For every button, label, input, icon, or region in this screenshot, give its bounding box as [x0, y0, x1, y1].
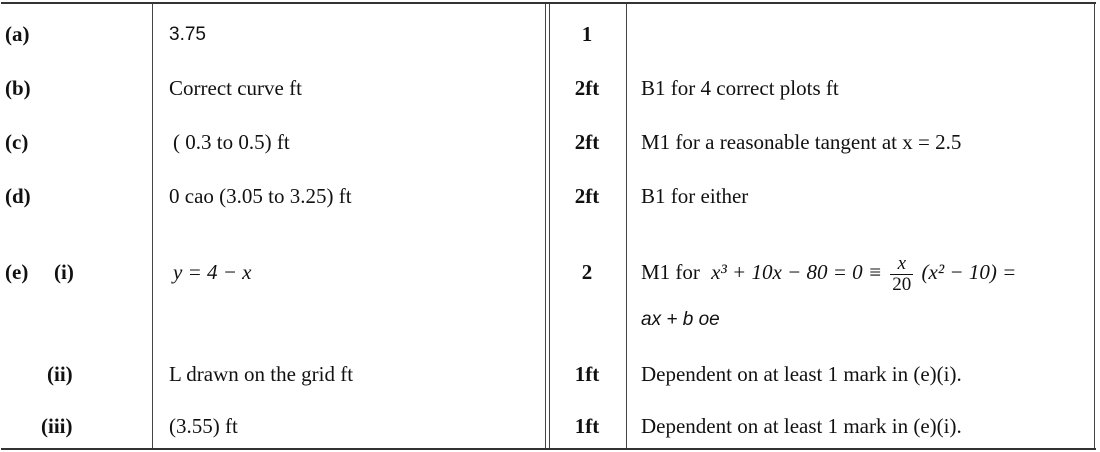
subpart-label: (ii): [47, 362, 73, 386]
part-label: (e): [5, 260, 29, 284]
column-divider: [1094, 4, 1095, 448]
fraction: [890, 254, 913, 295]
answer-cell: y = 4 − x: [173, 260, 252, 284]
answer-cell: 0 cao (3.05 to 3.25) ft: [169, 184, 352, 208]
mark-cell: 2: [581, 260, 593, 284]
answer-cell: (3.55) ft: [169, 414, 238, 438]
guidance-cell: M1 for a reasonable tangent at x = 2.5: [641, 130, 962, 154]
answer-cell: 3.75: [169, 24, 206, 45]
mark-cell: 1ft: [574, 362, 600, 386]
column-divider: [545, 4, 546, 448]
column-divider: [152, 4, 153, 448]
fraction-denominator: 20: [892, 273, 912, 295]
mark-cell: 2ft: [574, 130, 600, 154]
part-label: (d): [5, 184, 31, 208]
guidance-cell: Dependent on at least 1 mark in (e)(i).: [641, 362, 962, 386]
subpart-label: (i): [54, 260, 74, 284]
mark-cell: 2ft: [574, 76, 600, 100]
guidance-cell: B1 for 4 correct plots ft: [641, 76, 839, 100]
guidance-equation: [641, 249, 1016, 295]
answer-cell: L drawn on the grid ft: [169, 362, 354, 386]
part-label: (a): [5, 22, 30, 46]
guidance-equation-left: x³ + 10x − 80 = 0 ≡: [711, 260, 883, 284]
column-divider: [626, 4, 627, 448]
guidance-prefix: M1 for: [641, 260, 700, 284]
guidance-cell: Dependent on at least 1 mark in (e)(i).: [641, 414, 962, 438]
guidance-line2: ax + b oe: [641, 309, 720, 330]
guidance-equation-right: (x² − 10) =: [921, 260, 1017, 284]
mark-cell: 2ft: [574, 184, 600, 208]
answer-cell: Correct curve ft: [169, 76, 302, 100]
answer-cell: ( 0.3 to 0.5) ft: [173, 130, 290, 154]
fraction-numerator: x: [890, 254, 913, 275]
mark-scheme-table: [1, 2, 1096, 450]
part-label: (c): [5, 130, 29, 154]
subpart-label: (iii): [41, 414, 73, 438]
mark-cell: 1ft: [574, 414, 600, 438]
guidance-cell: B1 for either: [641, 184, 749, 208]
mark-cell: 1: [581, 22, 593, 46]
part-label: (b): [5, 76, 31, 100]
